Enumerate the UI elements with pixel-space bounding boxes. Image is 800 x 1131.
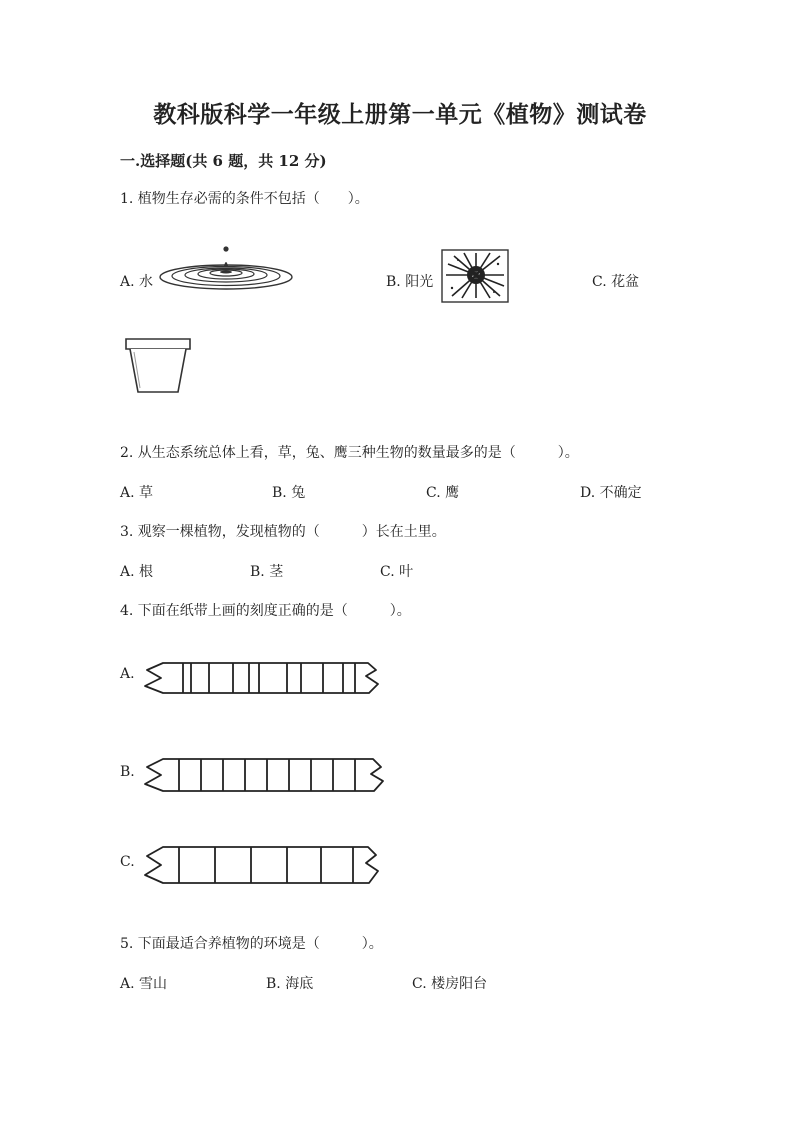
q3-option-a: A. 根 <box>120 564 154 580</box>
q3-option-c: C. 叶 <box>380 564 414 580</box>
q5-option-c: C. 楼房阳台 <box>412 976 488 992</box>
q2-option-c: C. 鹰 <box>426 485 460 501</box>
q1-option-a: A. 水 <box>120 274 154 290</box>
q2-option-d: D. 不确定 <box>580 485 642 501</box>
q2-option-b: B. 兔 <box>272 485 306 501</box>
question-3: 3. 观察一棵植物，发现植物的（ ）长在土里。 <box>120 524 446 540</box>
question-1: 1. 植物生存必需的条件不包括（ ）。 <box>120 191 369 207</box>
q3-option-b: B. 茎 <box>250 564 284 580</box>
q2-option-a: A. 草 <box>120 485 154 501</box>
question-2: 2. 从生态系统总体上看，草，兔、鹰三种生物的数量最多的是（ ）。 <box>120 445 579 461</box>
q5-option-a: A. 雪山 <box>120 976 168 992</box>
q5-option-b: B. 海底 <box>266 976 314 992</box>
paper-strip-irregular-icon <box>143 660 388 700</box>
sunlight-icon <box>440 248 510 304</box>
question-4: 4. 下面在纸带上画的刻度正确的是（ ）。 <box>120 603 411 619</box>
q1-option-c: C. 花盆 <box>592 274 640 290</box>
section-heading: 一.选择题(共 6 题，共 12 分) <box>120 152 327 170</box>
q4-option-b: B. <box>120 764 135 780</box>
q4-option-a: A. <box>120 666 135 682</box>
water-ripple-icon <box>156 244 311 296</box>
paper-strip-even-icon <box>143 844 388 890</box>
q1-option-b: B. 阳光 <box>386 274 434 290</box>
q4-option-c: C. <box>120 854 135 870</box>
question-5: 5. 下面最适合养植物的环境是（ ）。 <box>120 936 383 952</box>
paper-strip-even-icon <box>143 756 393 798</box>
flower-pot-icon <box>122 334 194 396</box>
page-title: 教科版科学一年级上册第一单元《植物》测试卷 <box>153 101 647 128</box>
